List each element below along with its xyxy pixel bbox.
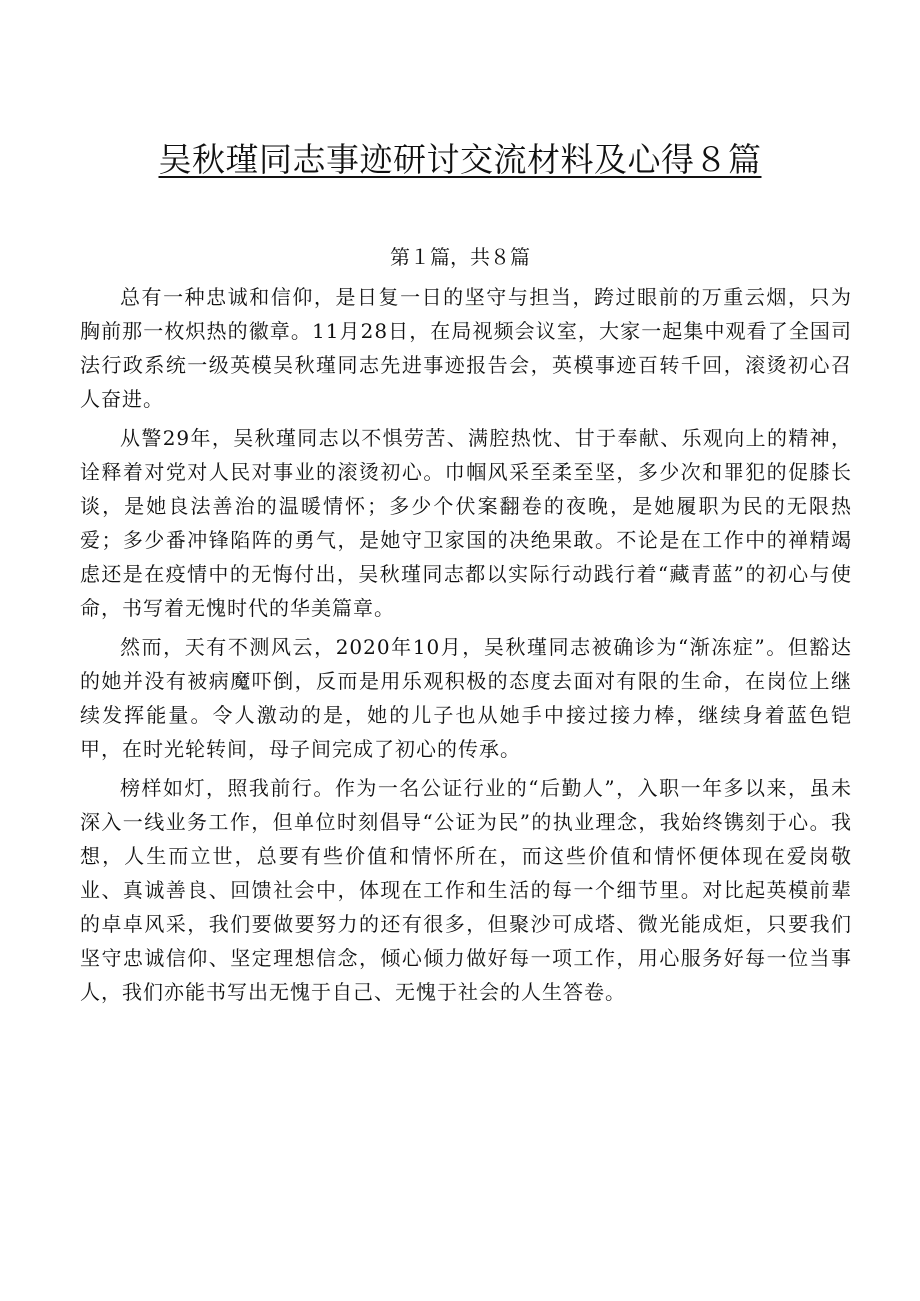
paragraph: 从警29年，吴秋瑾同志以不惧劳苦、满腔热忱、甘于奉献、乐观向上的精神，诠释着对党对人民对事业的滚烫初心。巾帼风采至柔至坚，多少次和罪犯的促膝长谈，是她良法善治的温暖情怀；多少个伏案翻卷的夜晚，是她履职为民的无限热爱；多少番冲锋陷阵的勇气，是她守卫家国的决绝果敢。不论是在工作中的禅精竭虑还是在疫情中的无悔付出，吴秋瑾同志都以实际行动践行着“藏青蓝”的初心与使命，书写着无愧时代的华美篇章。 [80,426,852,620]
paragraph: 榜样如灯，照我前行。作为一名公证行业的“后勤人”，入职一年多以来，虽未深入一线业务工作，但单位时刻倡导“公证为民”的执业理念，我始终镌刻于心。我想，人生而立世，总要有些价值和情怀所在，而这些价值和情怀便体现在爱岗敬业、真诚善良、回馈社会中，体现在工作和生活的每一个细节里。对比起英模前辈的卓卓风采，我们要做要努力的还有很多，但聚沙可成塔、微光能成炬，只要我们坚守忠诚信仰、坚定理想信念，倾心倾力做好每一项工作，用心服务好每一位当事人，我们亦能书写出无愧于自己、无愧于社会的人生答卷。 [80,776,852,1004]
document-body [80,280,852,1014]
document-title-text: 吴秋瑾同志事迹研讨交流材料及心得８篇 [158,140,762,179]
paragraph: 总有一种忠诚和信仰，是日复一日的坚守与担当，跨过眼前的万重云烟，只为胸前那一枚炽热的徽章。11月28日，在局视频会议室，大家一起集中观看了全国司法行政系统一级英模吴秋瑾同志先进事迹报告会，英模事迹百转千回，滚烫初心召人奋进。 [80,285,852,411]
document-title [0,136,920,184]
paragraph: 然而，天有不测风云，2020年10月，吴秋瑾同志被确诊为“渐冻症”。但豁达的她并没有被病魔吓倒，反而是用乐观积极的态度去面对有限的生命，在岗位上继续发挥能量。令人激动的是，她的儿子也从她手中接过接力棒，继续身着蓝色铠甲，在时光轮转间，母子间完成了初心的传承。 [80,635,852,761]
part-heading: 第１篇，共８篇 [390,245,530,269]
